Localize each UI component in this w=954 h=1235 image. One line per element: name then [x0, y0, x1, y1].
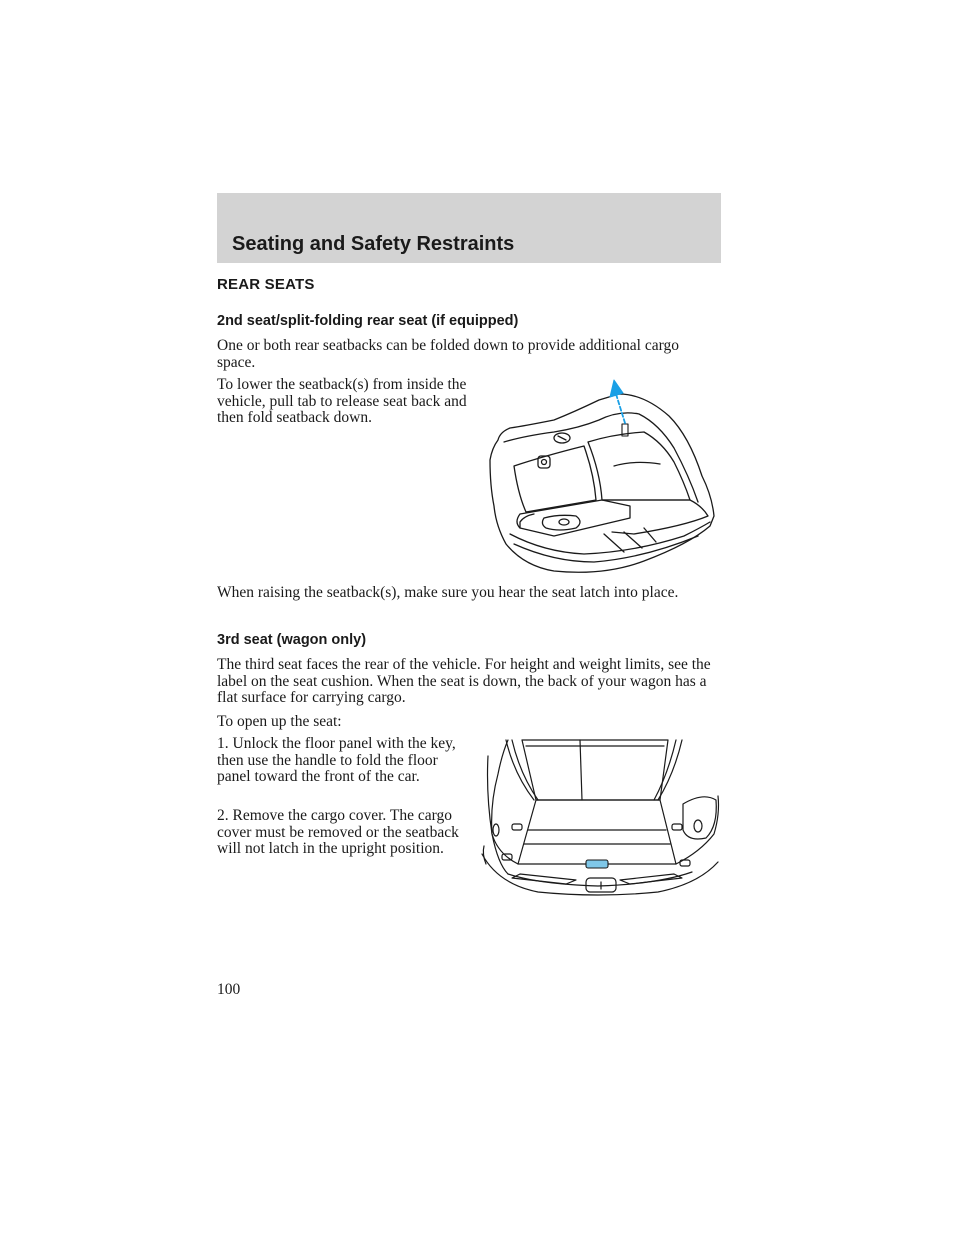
seat-shell	[490, 394, 714, 572]
cargo-area-illustration	[478, 734, 724, 900]
page-number: 100	[217, 981, 241, 998]
step-2: 2. Remove the cargo cover. The cargo cover must be removed or the seatback will not latch in the upright position.	[217, 807, 459, 857]
third-seat-back	[522, 740, 668, 800]
para-fold-intro: One or both rear seatbacks can be folded down to provide additional cargo space.	[217, 337, 679, 371]
para-raise-seatback: When raising the seatback(s), make sure you hear the seat latch into place.	[217, 584, 679, 601]
seatback-right	[588, 432, 690, 500]
step-1: 1. Unlock the floor panel with the key, then use the handle to fold the floor panel toward the front of the car.	[217, 735, 456, 785]
para-lower-seatback: To lower the seatback(s) from inside the vehicle, pull tab to release seat back and then fold seatback down.	[217, 376, 467, 426]
heading-3rd-seat: 3rd seat (wagon only)	[217, 632, 367, 648]
heading-rear-seats: REAR SEATS	[217, 276, 315, 293]
seatback-left	[514, 446, 596, 512]
section-title: Seating and Safety Restraints	[232, 233, 515, 255]
floor-panel-handle	[586, 860, 608, 868]
rear-seat-illustration	[484, 376, 720, 576]
armrest	[517, 500, 630, 536]
seat-cushion	[510, 522, 710, 554]
para-open-seat: To open up the seat:	[217, 713, 342, 730]
pull-direction-arrow	[616, 394, 625, 423]
para-third-seat: The third seat faces the rear of the vehicle. For height and weight limits, see the label on the seat cushion. When the seat is down, the back of your wagon has a flat surface for carrying cargo.	[217, 656, 711, 706]
heading-2nd-seat: 2nd seat/split-folding rear seat (if equipped)	[217, 313, 519, 329]
floor-panel	[518, 800, 676, 864]
